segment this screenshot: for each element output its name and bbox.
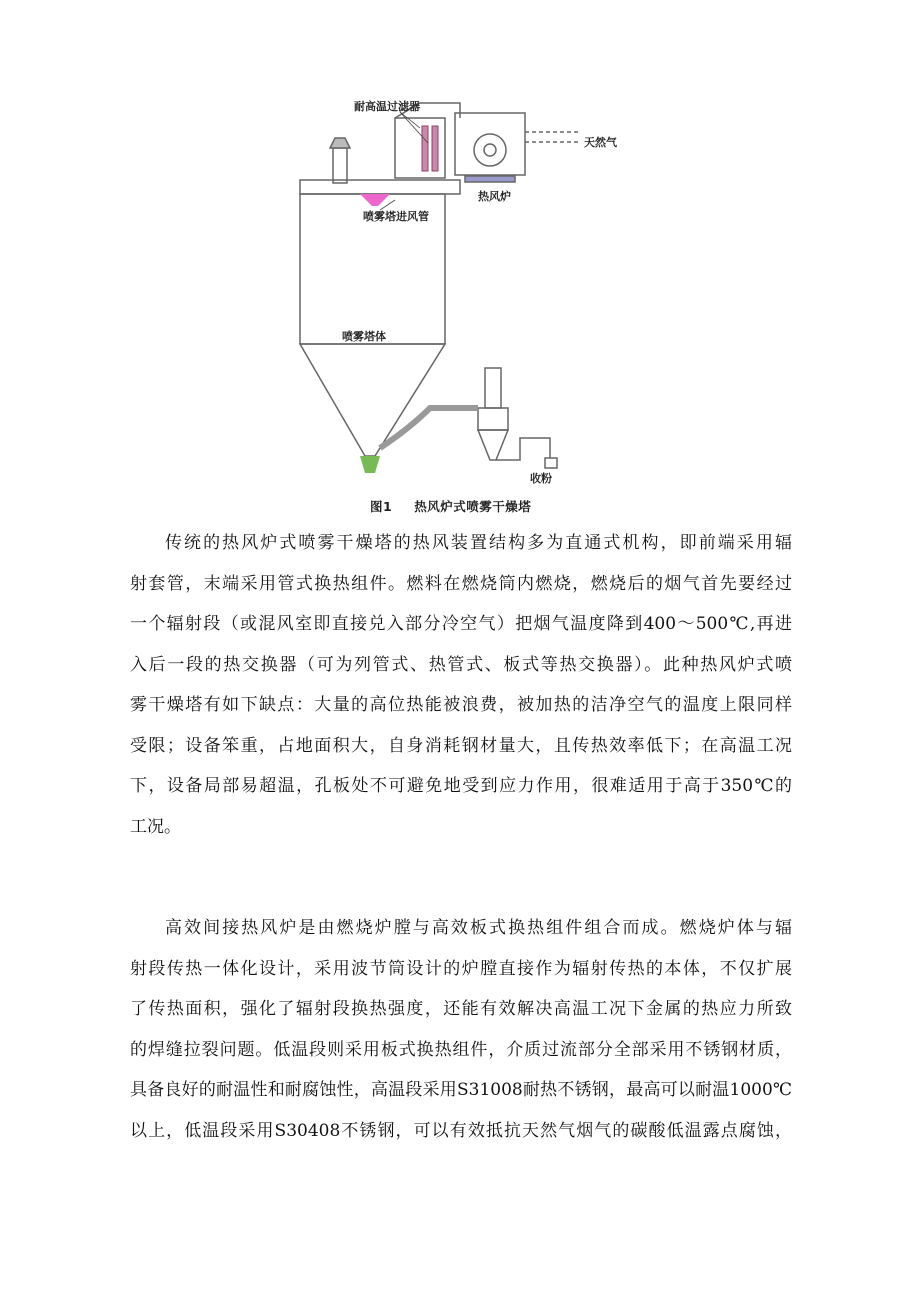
text-line: 以上，低温段采用S30408不锈钢，可以有效抵抗天然气烟气的碳酸低温露点腐蚀， [130,1120,792,1141]
cyclone-pipe [485,368,501,408]
furnace-fan [474,134,506,166]
label-filter: 耐高温过滤器 [354,100,420,113]
paragraph-1 [130,523,792,847]
paragraph-2 [130,908,792,1151]
stack-cap [330,138,350,148]
text-line: 工况。 [130,816,181,837]
text-line: 下，设备局部易超温，孔板处不可避免地受到应力作用，很难适用于高于350℃的 [130,776,792,796]
text-line: 传统的热风炉式喷雾干燥塔的热风装置结构多为直通式机构，即前端采用辐 [165,533,792,553]
label-powder-collection: 收粉 [530,472,552,485]
text-line: 射段传热一体化设计，采用波节筒设计的炉膛直接作为辐射传热的本体，不仅扩展 [130,958,792,979]
text-line: 具备良好的耐温性和耐腐蚀性，高温段采用S31008耐热不锈钢，最高可以耐温1000℃ [130,1080,792,1100]
top-header [300,180,460,194]
caption-title: 热风炉式喷雾干燥塔 [414,499,532,514]
text-line: 雾干燥塔有如下缺点：大量的高位热能被浪费，被加热的洁净空气的温度上限同样 [130,695,792,715]
left-stack [333,148,347,183]
text-line: 受限；设备笨重，占地面积大，自身消耗钢材量大，且传热效率低下；在高温工况 [130,735,792,756]
cyclone-cone [478,430,508,460]
label-hot-air-furnace: 热风炉 [478,190,511,203]
tower-cone [300,344,445,456]
text-line: 了传热面积，强化了辐射段换热强度，还能有效解决高温工况下金属的热应力所致 [130,999,792,1019]
figure-spray-dryer [290,88,620,528]
text-line: 一个辐射段（或混风室即直接兑入部分冷空气）把烟气温度降到400～500℃,再进 [130,614,792,634]
text-line: 射套管，末端采用管式换热组件。燃料在燃烧筒内燃烧，燃烧后的烟气首先要经过 [130,573,792,594]
label-inlet-pipe: 喷雾塔进风管 [363,210,429,223]
spray-dryer-diagram [290,88,620,498]
figure-caption [370,497,531,515]
label-natural-gas: 天然气 [584,136,617,149]
text-line: 的焊缝拉裂问题。低温段则采用板式换热组件，介质过流部分全部采用不锈钢材质， [130,1039,792,1060]
label-tower-body: 喷雾塔体 [342,330,386,343]
caption-number: 图1 [370,499,393,514]
text-line: 高效间接热风炉是由燃烧炉膛与高效板式换热组件组合而成。燃烧炉体与辐 [165,918,792,938]
text-line: 入后一段的热交换器（可为列管式、热管式、板式等热交换器）。此种热风炉式喷 [130,654,792,675]
